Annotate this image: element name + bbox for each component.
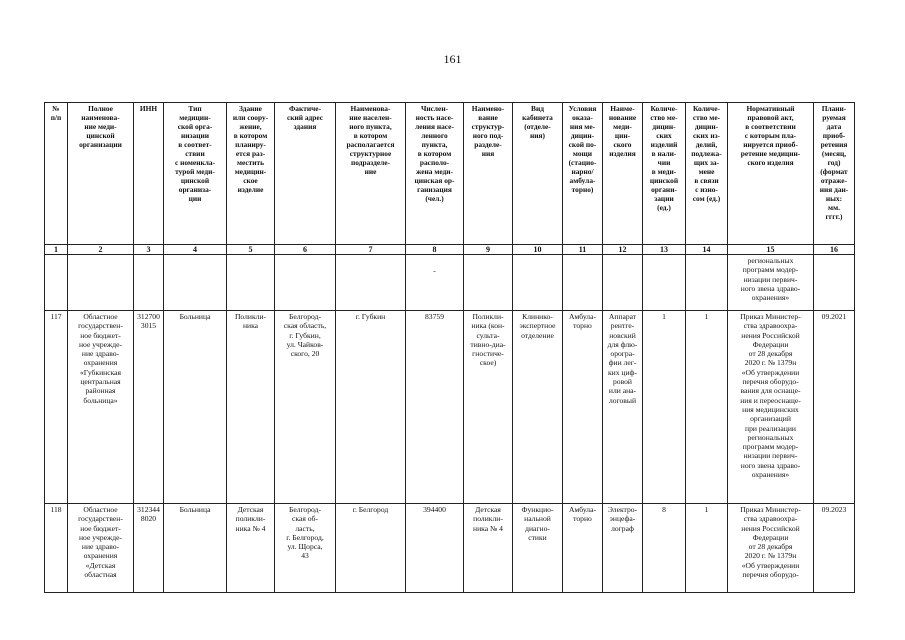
column-number: 7: [336, 245, 406, 255]
building: Поликли- ника: [227, 311, 275, 504]
column-number: 11: [563, 245, 603, 255]
column-number: 12: [603, 245, 643, 255]
population: 83759: [406, 311, 464, 504]
col-header-building: Здание или соору- жение, в котором планиру- ется раз- местить медицин- ское изделие: [227, 103, 275, 245]
table-row: [45, 504, 855, 593]
planned-date: 09.2023: [814, 504, 855, 593]
care-conditions: Амбула- торно: [563, 504, 603, 593]
column-number: 13: [643, 245, 686, 255]
planned-date: 09.2021: [814, 311, 855, 504]
address: Белгород- ская область, г. Губкин, ул. Чайков- ского, 20: [275, 311, 336, 504]
col-header-num: № п/п: [45, 103, 68, 245]
legal-act: Приказ Министер- ства здравоохра- нения Российской Федерации от 28 декабря 2020 г. № 1379н «Об утверждении перечня оборудо-: [740, 505, 801, 580]
column-number: 14: [686, 245, 728, 255]
address: Белгород- ская об- ласть, г. Белгород, ул. Щорса, 43: [275, 504, 336, 593]
column-number-row: [45, 245, 855, 255]
continued-legal-act: региональных программ модер- низации первич- ного звена здраво- охранения»: [728, 255, 814, 311]
column-number: 9: [464, 245, 513, 255]
row-number: 118: [45, 504, 68, 593]
row-number: 117: [45, 311, 68, 504]
col-header-conditions: Условия оказа- ния ме- дицин- ской по- мощи (стацио- нарно/ амбула- торно): [563, 103, 603, 245]
structural-unit: Детская поликли- ника № 4: [464, 504, 513, 593]
col-header-inn: ИНН: [134, 103, 164, 245]
col-header-org-type: Тип медицин- ской орга- низации в соответ- ствии с номенкла- турой меди- цинской организа- ции: [164, 103, 227, 245]
column-number: 10: [513, 245, 563, 255]
qty-available: 8: [643, 504, 686, 593]
column-number: 5: [227, 245, 275, 255]
col-header-device: Наиме- нование меди- цин- ского изделия: [603, 103, 643, 245]
col-header-unit: Наимено- вание структур- ного под- разделе- ния: [464, 103, 513, 245]
page-number: 161: [443, 52, 462, 66]
table-row: [45, 311, 855, 504]
col-header-qty-have: Количе- ство ме- дицин- ских изделий в нали- чии в меди- цинской органи- зации (ед.): [643, 103, 686, 245]
legal-act: Приказ Министер- ства здравоохра- нения Российской Федерации от 28 декабря 2020 г. № 1379н «Об утверждении перечня оборудо- вания для оснаще- ния и переоснаще- ния медицинских организаций при реализации региональных программ модер- низации первич- ного звена здраво- охранения»: [728, 311, 814, 504]
col-header-org-name: Полное наименова- ние меди- цинской организации: [68, 103, 134, 245]
column-number: 16: [814, 245, 855, 255]
column-number: 3: [134, 245, 164, 255]
inn: 312700 3015: [134, 311, 164, 504]
cabinet-type: Функцио- нальной диагно- стики: [513, 504, 563, 593]
org-name: Областное государствен- ное бюджет- ное учрежде- ние здраво- охранения «Губкинская центральная районная больница»: [68, 311, 134, 504]
org-name: Областное государствен- ное бюджет- ное учрежде- ние здраво- охранения «Детская областная: [78, 505, 123, 580]
locality: г. Белгород: [336, 504, 406, 593]
column-number: 6: [275, 245, 336, 255]
continuation-row: [45, 255, 855, 311]
org-type: Больница: [164, 504, 227, 593]
qty-available: 1: [643, 311, 686, 504]
column-number: 4: [164, 245, 227, 255]
locality: г. Губкин: [336, 311, 406, 504]
col-header-address: Фактиче- ский адрес здания: [275, 103, 336, 245]
org-type: Больница: [164, 311, 227, 504]
col-header-qty-replace: Количе- ство ме- дицин- ских из- делий, подлежа- щих за- мене в связи с изно- сом (ед.): [686, 103, 728, 245]
column-number: 8: [406, 245, 464, 255]
building: Детская поликли- ника № 4: [227, 504, 275, 593]
qty-replace: 1: [686, 504, 728, 593]
col-header-cabinet: Вид кабинета (отделе- ния): [513, 103, 563, 245]
population: 394400: [406, 504, 464, 593]
inn: 312344 8020: [134, 504, 164, 593]
col-header-planned-date: Плани- руемая дата приоб- ретения (месяц, год) (формат отраже- ния дан- ных: мм. гггг.): [814, 103, 855, 245]
column-number: 1: [45, 245, 68, 255]
col-header-locality: Наименова- ние населен- ного пункта, в котором располагается структурное подразделе- ние: [336, 103, 406, 245]
equipment-table: [44, 102, 855, 593]
cabinet-type: Клинико- экспертное отделение: [513, 311, 563, 504]
qty-replace: 1: [686, 311, 728, 504]
column-number: 2: [68, 245, 134, 255]
structural-unit: Поликли- ника (кон- сульта- тивно-диа- гностиче- ское): [464, 311, 513, 504]
care-conditions: Амбула- торно: [563, 311, 603, 504]
column-number: 15: [728, 245, 814, 255]
device-name: Электро- энцефа- лограф: [603, 504, 643, 593]
dash-mark: -: [433, 266, 436, 275]
col-header-population: Числен- ность насе- ления насе- ленного пункта, в котором располо- жена меди- цинская ор- ганизация (чел.): [406, 103, 464, 245]
header-row: [45, 103, 855, 245]
col-header-legal-act: Нормативный правовой акт, в соответствии с которым пла- нируется приоб- ретение медицин- ского изделия: [728, 103, 814, 245]
device-name: Аппарат рентге- новский для флю- орогра- фии лег- ких циф- ровой или ана- логовый: [603, 311, 643, 504]
